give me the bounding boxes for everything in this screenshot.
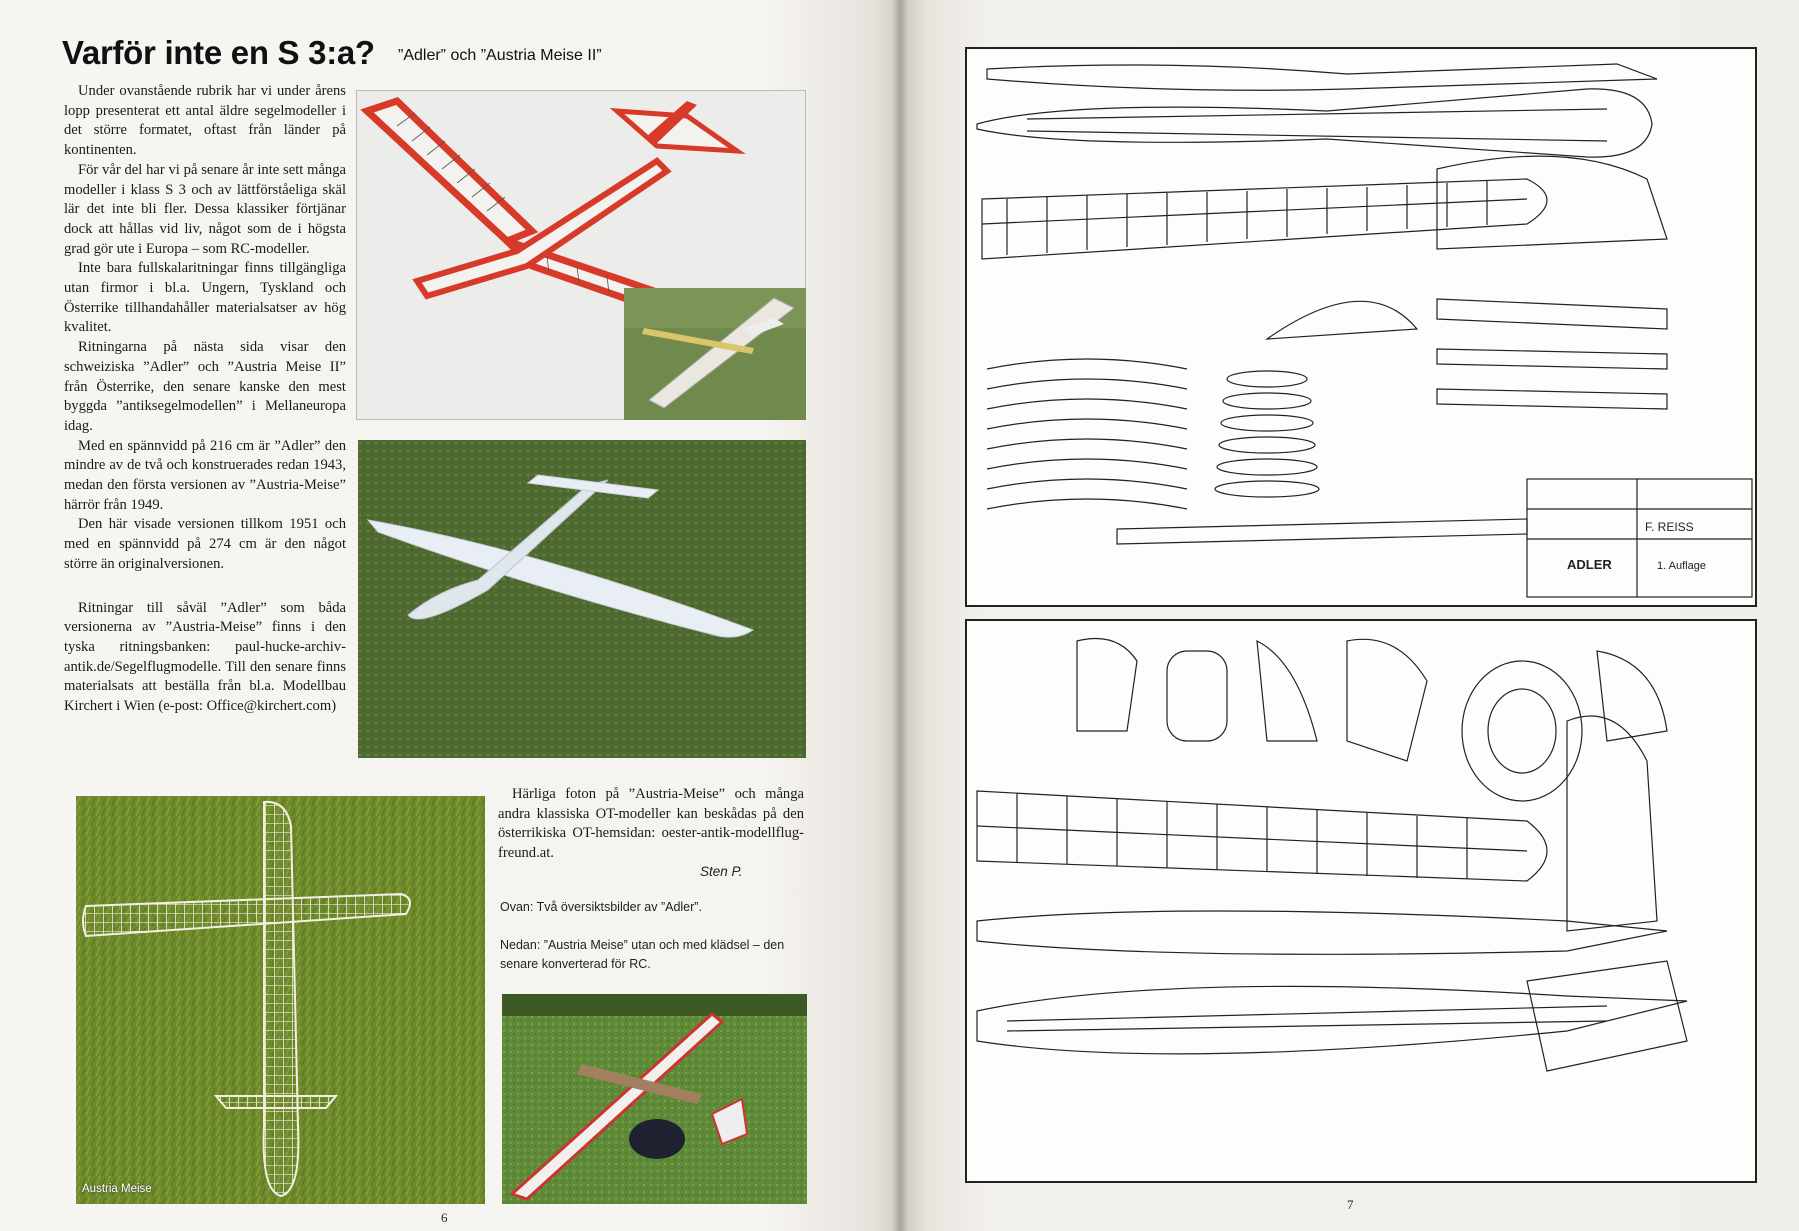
caption-paragraph: Härliga foton på ”Austria-Meise” och många andra klassiska OT-modeller kan beskådas på den österrikiska OT-hemsidan: oester-antik-modellflug-freund.at. [498, 786, 804, 861]
paragraph: Ritningarna på nästa sida visar den schweiziska ”Adler” och ”Austria Meise II” från Österrike, den senare kanske den mest byggda ”antiksegelmodellen” i Mellaneuropa idag. [64, 339, 346, 434]
austria-meise-rc-photo [502, 994, 807, 1204]
page-number-left: 6 [441, 1210, 448, 1225]
caption-below: Nedan: ”Austria Meise” utan och med klädsel – den senare konverterad för RC. [500, 938, 785, 971]
article-title: Varför inte en S 3:a? [62, 34, 375, 71]
paragraph: Den här visade versionen tillkom 1951 och med en spännvidd på 274 cm är den något större än originalversionen. [64, 516, 346, 572]
adler-grass-photo [358, 440, 806, 758]
paragraph: För vår del har vi på senare år inte sett många modeller i klass S 3 och av lättförståeliga skäl lär det inte bli fler. Dessa klassiker förtjänar dock att hållas vid liv, något som de i högsta grad gör ute i Europa – som RC-modeller. [64, 161, 346, 257]
paragraph: Ritningar till såväl ”Adler” som båda versionerna av ”Austria-Meise” finns i den tyska ritningsbanken: paul-hucke-archiv-antik.de/Segelflugmodelle. Till den senare finns materialsats att beställa från bl.a. Modellbau Kirchert i Wien (e-post: Office@kirchert.com) [64, 599, 346, 715]
caption-text [498, 785, 804, 863]
page-gutter [892, 0, 908, 1231]
plan-name: ADLER [1567, 557, 1612, 572]
austria-meise-plan-drawing [965, 619, 1757, 1183]
paragraph: Med en spännvidd på 216 cm är ”Adler” den mindre av de två och konstruerades redan 1943, medan den första versionen av ”Austria-Meise” härrör från 1949. [64, 437, 346, 513]
article-subtitle: ”Adler” och ”Austria Meise II” [398, 47, 602, 64]
adler-plan-drawing [965, 47, 1757, 607]
plan-edition: 1. Auflage [1657, 560, 1706, 572]
photo-label: Austria Meise [82, 1183, 152, 1195]
paragraph: Inte bara fullskalaritningar finns tillgängliga utan firmor i bl.a. Ungern, Tyskland och Österrike tillhandahåller materialsatser av hög kvalitet. [64, 260, 346, 336]
page-number-right: 7 [1347, 1197, 1354, 1212]
plan-title-block: F. REISS [1645, 520, 1694, 534]
author-signature: Sten P. [700, 864, 743, 879]
austria-meise-skeleton-photo [76, 796, 485, 1204]
adler-field-photo [624, 288, 806, 420]
caption-above: Ovan: Två översiktsbilder av ”Adler”. [500, 900, 702, 914]
article-body [64, 82, 346, 717]
paragraph: Under ovanstående rubrik har vi under årens lopp presenterat ett antal äldre segelmodeller i det större formatet, oftast från länder på kontinenten. [64, 83, 346, 159]
